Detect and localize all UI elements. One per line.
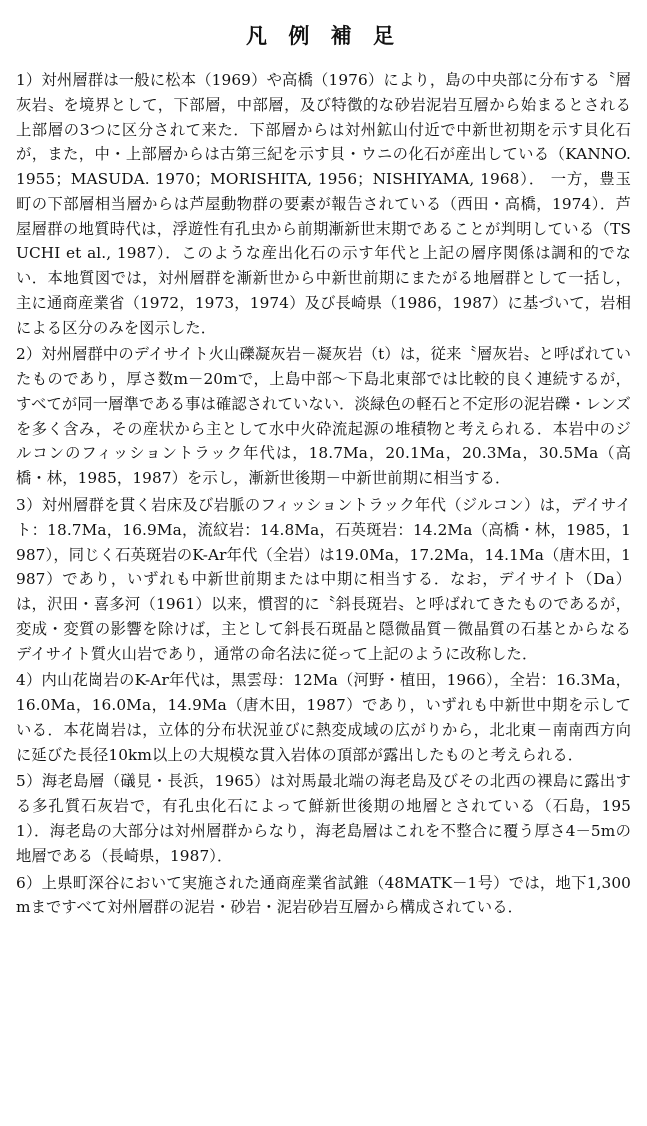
paragraph-5: 5）海老島層（礒見・長浜，1965）は対馬最北端の海老島及びその北西の裸島に露出する多孔質石灰岩で，有孔虫化石によって鮮新世後期の地層とされている（石島，1951）．海老島の大部分は対州層群からなり，海老島層はこれを不整合に覆う厚さ4－5mの地層である（長崎県，1987）． (16, 772, 631, 865)
paragraph-4: 4）内山花崗岩のK-Ar年代は，黒雲母：12Ma（河野・植田，1966），全岩：16.3Ma，16.0Ma，16.0Ma，14.9Ma（唐木田，1987）であり，いずれも中新世中期を示している．本花崗岩は，立体的分布状況並びに熱変成域の広がりから，北北東－南南西方向に延びた長径10km以上の大規模な貫入岩体の頂部が露出したものと考えられる． (16, 671, 631, 764)
paragraph-2: 2）対州層群中のデイサイト火山礫凝灰岩－凝灰岩（t）は，従来〝層灰岩〟と呼ばれていたものであり，厚さ数m－20mで，上島中部～下島北東部では比較的良く連続するが，すべてが同一層準である事は確認されていない．淡緑色の軽石と不定形の泥岩礫・レンズを多く含み，その産状から主として水中火砕流起源の堆積物と考えられる．本岩中のジルコンのフィッショントラック年代は，18.7Ma，20.1Ma，20.3Ma，30.5Ma（高橋・林，1985，1987）を示し，漸新世後期－中新世前期に相当する． (16, 345, 631, 488)
paragraph-1: 1）対州層群は一般に松本（1969）や高橋（1976）により，島の中央部に分布する〝層灰岩〟を境界として，下部層，中部層，及び特徴的な砂岩泥岩互層から始まるとされる上部層の3つに区分されて来た．下部層からは対州鉱山付近で中新世初期を示す貝化石が，また，中・上部層からは古第三紀を示す貝・ウニの化石が産出している（KANNO. 1955；MASUDA. 1970；MORISHITA, 1956；NISHIYAMA, 1968）． 一方，豊玉町の下部層相当層からは芦屋動物群の要素が報告されている（西田・高橋，1974）．芦屋層群の地質時代は，浮遊性有孔虫から前期漸新世末期であることが判明している（TSUCHI et al., 1987）．このような産出化石の示す年代と上記の層序関係は調和的でない．本地質図では，対州層群を漸新世から中新世前期にまたがる地層群として一括し，主に通商産業省（1972，1973，1974）及び長崎県（1986，1987）に基づいて，岩相による区分のみを図示した． (16, 71, 631, 337)
paragraph-3: 3）対州層群を貫く岩床及び岩脈のフィッショントラック年代（ジルコン）は，デイサイト：18.7Ma，16.9Ma，流紋岩：14.8Ma，石英斑岩：14.2Ma（高橋・林，1985，1987），同じく石英斑岩のK-Ar年代（全岩）は19.0Ma，17.2Ma，14.1Ma（唐木田，1987）であり，いずれも中新世前期または中期に相当する．なお，デイサイト（Da）は，沢田・喜多河（1961）以来，慣習的に〝斜長斑岩〟と呼ばれてきたものであるが，変成・変質の影響を除けば，主として斜長石斑晶と隠微晶質－微晶質の石基とからなるデイサイト質火山岩であり，通常の命名法に従って上記のように改称した． (16, 496, 631, 663)
paragraph-6: 6）上県町深谷において実施された通商産業省試錐（48MATK－1号）では，地下1,300mまですべて対州層群の泥岩・砂岩・泥岩砂岩互層から構成されている． (16, 873, 631, 917)
page-title: 凡 例 補 足 (246, 23, 401, 48)
